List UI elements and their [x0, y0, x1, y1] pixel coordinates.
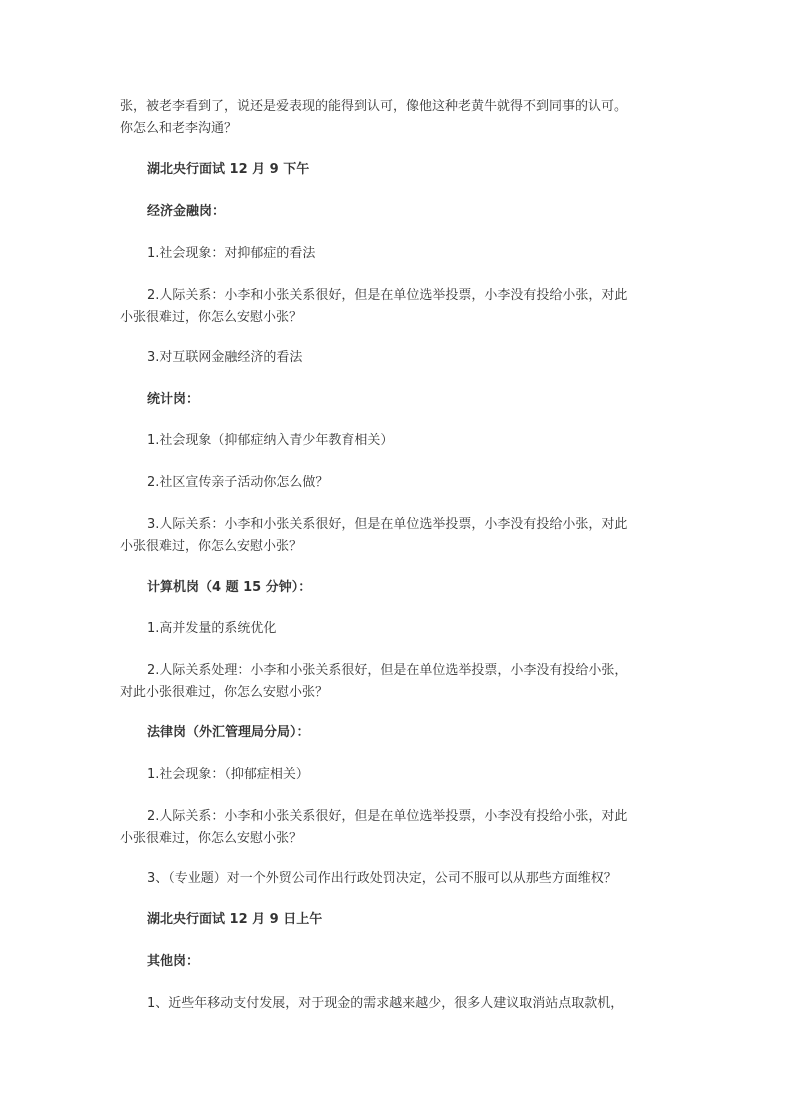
- subsection-heading: 计算机岗（4 题 15 分钟）：: [147, 580, 312, 595]
- question-item: [120, 514, 680, 558]
- text-line: 2.人际关系：小李和小张关系很好，但是在单位选举投票，小李没有投给小张，对此: [147, 288, 628, 303]
- question-item: 1.社会现象：（抑郁症相关）: [147, 767, 309, 782]
- subsection-heading: 法律岗（外汇管理局分局）：: [147, 725, 310, 740]
- question-item: 1.社会现象（抑郁症纳入青少年教育相关）: [147, 433, 394, 448]
- question-item: 2.社区宣传亲子活动你怎么做？: [147, 475, 329, 490]
- paragraph-continuation: [120, 96, 680, 140]
- text-line: 对此小张很难过，你怎么安慰小张？: [120, 685, 329, 700]
- question-item: [120, 660, 680, 704]
- text-line: 2.人际关系处理：小李和小张关系很好，但是在单位选举投票，小李没有投给小张，: [147, 663, 628, 678]
- question-item: 1.高并发量的系统优化: [147, 621, 277, 636]
- question-item: [120, 285, 680, 329]
- section-heading: 湖北央行面试 12 月 9 下午: [147, 162, 310, 177]
- text-line: 3.人际关系：小李和小张关系很好，但是在单位选举投票，小李没有投给小张，对此: [147, 517, 628, 532]
- text-line: 小张很难过，你怎么安慰小张？: [120, 310, 303, 325]
- subsection-heading: 其他岗：: [147, 954, 200, 969]
- section-heading: 湖北央行面试 12 月 9 日上午: [147, 912, 323, 927]
- text-line: 小张很难过，你怎么安慰小张？: [120, 831, 303, 846]
- text-line: 张，被老李看到了，说还是爱表现的能得到认可，像他这种老黄牛就得不到同事的认可。: [120, 99, 628, 114]
- question-item: 1.社会现象：对抑郁症的看法: [147, 246, 316, 261]
- text-line: 小张很难过，你怎么安慰小张？: [120, 539, 303, 554]
- subsection-heading: 统计岗：: [147, 392, 200, 407]
- question-item: 1、近些年移动支付发展，对于现金的需求越来越少，很多人建议取消站点取款机，: [147, 996, 624, 1011]
- text-line: 你怎么和老李沟通？: [120, 121, 238, 136]
- subsection-heading: 经济金融岗：: [147, 204, 226, 219]
- question-item: [120, 806, 680, 850]
- text-line: 2.人际关系：小李和小张关系很好，但是在单位选举投票，小李没有投给小张，对此: [147, 809, 628, 824]
- question-item: 3、（专业题）对一个外贸公司作出行政处罚决定，公司不服可以从那些方面维权？: [147, 871, 617, 886]
- question-item: 3.对互联网金融经济的看法: [147, 350, 303, 365]
